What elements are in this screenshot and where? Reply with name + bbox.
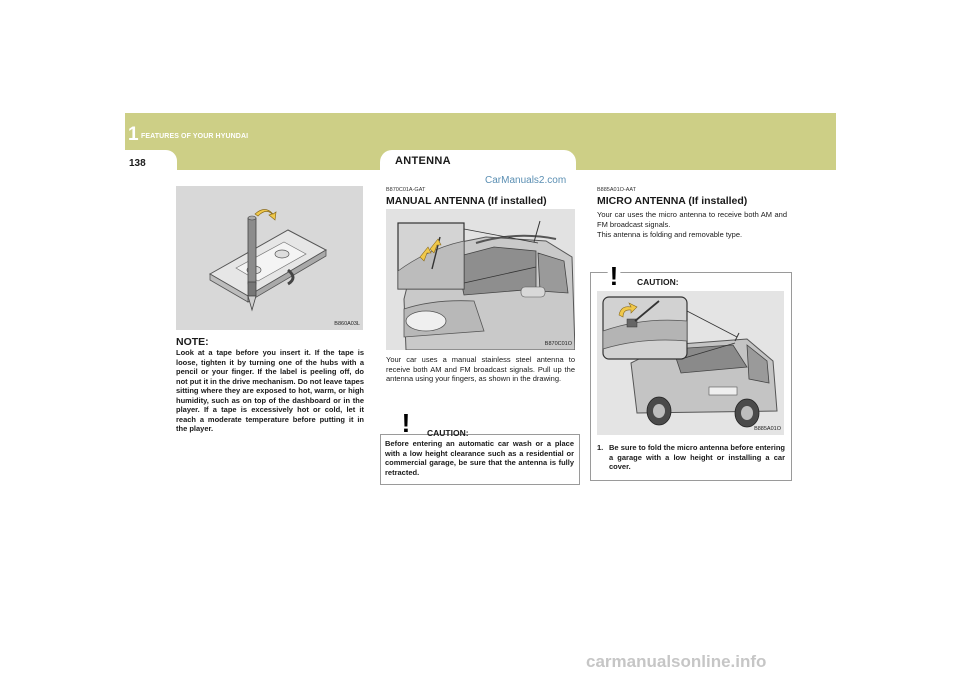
caution-text: Before entering an automatic car wash or a place with a low height clearance such as a residential or commercial garage, be sure that the antenna is fully retracted.: [385, 439, 574, 477]
manual-antenna-heading: MANUAL ANTENNA (If installed): [386, 195, 547, 207]
warning-icon: [393, 408, 419, 434]
micro-antenna-body-1: Your car uses the micro antenna to receive both AM and FM broadcast signals.: [597, 210, 787, 229]
suv-front-illustration: [386, 209, 575, 350]
section-code: B885A01O-AAT: [597, 187, 637, 193]
note-heading: NOTE:: [176, 336, 209, 348]
caution-label: CAUTION:: [637, 277, 679, 287]
note-text: Look at a tape before you insert it. If the tape is loose, tighten it by turning one of the hubs with a pencil or your finger. If the label is peeling off, do not put it in the drive mechanism. Do not leave tapes sitting where they are exposed to hot, warm, or high humidity, such as on top of the dashboard or in the player. If a tape is excessively hot or cold, let it reach a moderate temperature before putting it in the player.: [176, 348, 364, 433]
cassette-tape-illustration: [176, 186, 363, 330]
page-number: 138: [129, 158, 146, 169]
micro-antenna-body-2: This antenna is folding and removable type.: [597, 230, 743, 239]
manual-antenna-body: Your car uses a manual stainless steel antenna to receive both AM and FM broadcast signals. Pull up the antenna using your fingers, as shown in the drawing.: [386, 355, 575, 383]
section-code: B870C01A-GAT: [386, 187, 426, 193]
chapter-title: FEATURES OF YOUR HYUNDAI: [141, 133, 249, 140]
micro-antenna-figure: [597, 291, 784, 435]
footer-watermark: carmanualsonline.info: [586, 652, 767, 671]
svg-text:!: !: [401, 408, 411, 434]
figure-code: B870C01O: [544, 341, 572, 347]
list-item: Be sure to fold the micro antenna before entering a garage with a low height or installing a car cover.: [609, 443, 785, 471]
warning-icon: [601, 261, 627, 287]
chapter-number: 1: [128, 124, 139, 145]
suv-rear-illustration: [597, 291, 784, 435]
list-item-number: 1.: [597, 443, 604, 452]
figure-code: B860A03L: [334, 321, 360, 327]
svg-text:!: !: [609, 261, 619, 287]
micro-antenna-heading: MICRO ANTENNA (If installed): [597, 195, 748, 207]
cassette-tape-figure: [176, 186, 363, 330]
section-title: ANTENNA: [395, 155, 451, 167]
watermark-link[interactable]: CarManuals2.com: [485, 175, 567, 186]
figure-code: B885A01O: [754, 426, 781, 432]
caution-label: CAUTION:: [427, 428, 469, 438]
manual-antenna-figure: [386, 209, 575, 350]
